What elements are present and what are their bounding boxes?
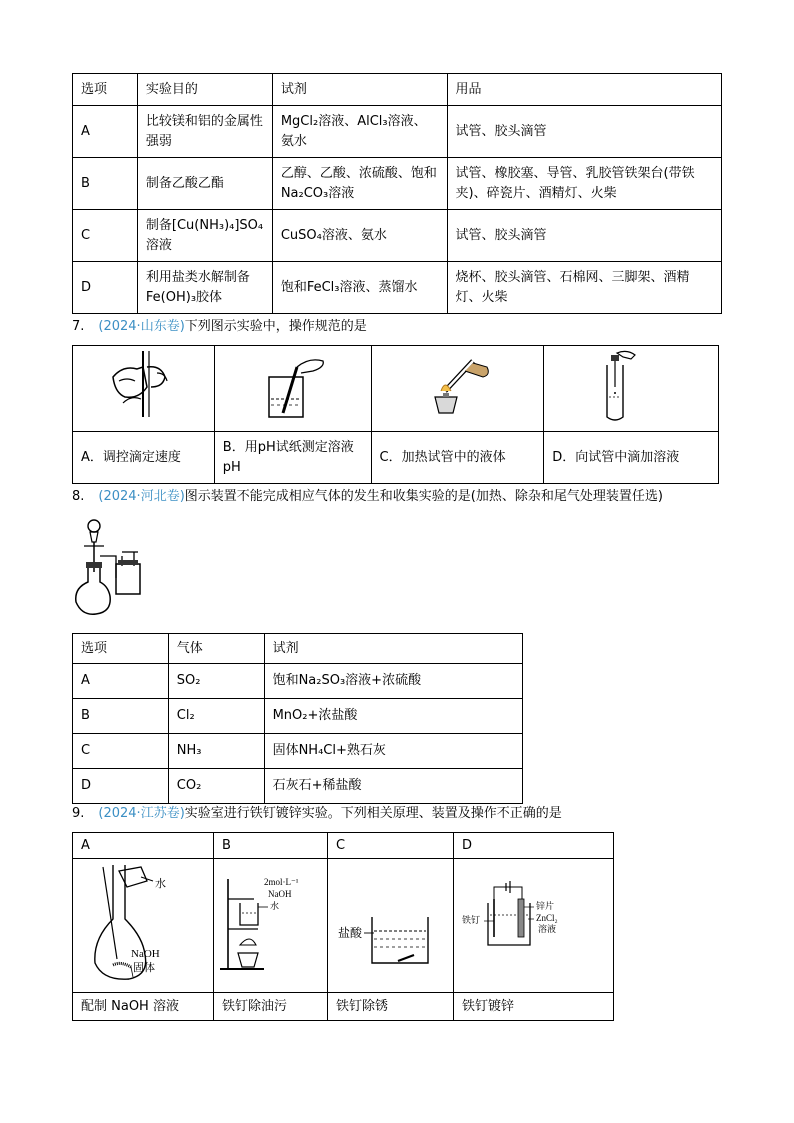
gas-cell: NH₃: [168, 734, 264, 769]
table-row: [73, 210, 722, 262]
table-header-row: [73, 634, 523, 664]
table-row: [73, 769, 523, 804]
q9-caption-row: [73, 993, 614, 1021]
option-cell: D: [73, 769, 169, 804]
question-8-stem: [72, 488, 663, 506]
question-text: 下列图示实验中，操作规范的是: [184, 319, 367, 334]
table-header-row: [73, 74, 722, 106]
gas-cell: CO₂: [168, 769, 264, 804]
caption-b: 铁钉除油污: [214, 993, 328, 1021]
figure-cell: [214, 346, 371, 432]
header-cell: 试剂: [272, 74, 447, 106]
reagent-cell: 固体NH₄Cl+熟石灰: [264, 734, 522, 769]
fig-label-solution: 溶液: [538, 924, 557, 934]
figure-cell: [544, 346, 719, 432]
purpose-cell: 制备[Cu(NH₃)₄]SO₄溶液: [137, 210, 272, 262]
figure-cell: [454, 859, 614, 993]
table-row: [73, 699, 523, 734]
question-text: 图示装置不能完成相应气体的发生和收集实验的是(加热、除杂和尾气处理装置任选): [184, 489, 663, 504]
reagent-cell: 石灰石+稀盐酸: [264, 769, 522, 804]
fig-label-water-b: 水: [270, 901, 280, 911]
beaker-stand-figure: [214, 859, 327, 985]
figure-cell: [73, 859, 214, 993]
header-cell: B: [214, 833, 328, 859]
gas-cell: SO₂: [168, 664, 264, 699]
option-cell: C: [73, 734, 169, 769]
option-cell: D: [73, 262, 138, 314]
header-cell: 试剂: [264, 634, 522, 664]
header-cell: D: [454, 833, 614, 859]
fig-label-nail: 铁钉: [462, 915, 481, 925]
acid-beaker-figure: [328, 859, 453, 985]
gas-apparatus-figure: [72, 516, 152, 616]
option-a: A．调控滴定速度: [73, 432, 215, 484]
q7-options-table: [72, 345, 719, 484]
option-cell: C: [73, 210, 138, 262]
header-cell: 选项: [73, 634, 169, 664]
option-b: B．用pH试纸测定溶液pH: [214, 432, 371, 484]
fig-label-naoh: NaOH: [131, 948, 160, 960]
reagent-table: [72, 73, 722, 314]
items-cell: 试管、胶头滴管: [447, 106, 721, 158]
items-cell: 烧杯、胶头滴管、石棉网、三脚架、酒精灯、火柴: [447, 262, 721, 314]
figure-cell: [214, 859, 328, 993]
fig-label-acid: 盐酸: [338, 926, 363, 940]
figure-cell: [328, 859, 454, 993]
table-row: [73, 106, 722, 158]
caption-d: 铁钉镀锌: [454, 993, 614, 1021]
items-cell: 试管、胶头滴管: [447, 210, 721, 262]
option-cell: B: [73, 699, 169, 734]
electroplating-figure: [454, 859, 613, 985]
q9-apparatus-table: [72, 832, 614, 1021]
table-row: [73, 664, 523, 699]
reagent-cell: 饱和Na₂SO₃溶液+浓硫酸: [264, 664, 522, 699]
purpose-cell: 比较镁和铝的金属性强弱: [137, 106, 272, 158]
question-7-stem: [72, 318, 367, 336]
header-cell: 选项: [73, 74, 138, 106]
caption-a: 配制 NaOH 溶液: [73, 993, 214, 1021]
option-cell: A: [73, 106, 138, 158]
fig-label-water: 水: [155, 878, 166, 890]
q9-figure-row: [73, 859, 614, 993]
option-d: D．向试管中滴加溶液: [544, 432, 719, 484]
fig-label-zncl2: ZnCl₂: [536, 913, 558, 923]
gas-cell: Cl₂: [168, 699, 264, 734]
question-number: 8.: [72, 489, 85, 504]
question-text: 实验室进行铁钉镀锌实验。下列相关原理、装置及操作不正确的是: [184, 806, 562, 821]
reagent-cell: 饱和FeCl₃溶液、蒸馏水: [272, 262, 447, 314]
header-cell: 实验目的: [137, 74, 272, 106]
reagent-cell: 乙醇、乙酸、浓硫酸、饱和Na₂CO₃溶液: [272, 158, 447, 210]
header-cell: C: [328, 833, 454, 859]
header-cell: 用品: [447, 74, 721, 106]
option-c: C．加热试管中的液体: [371, 432, 544, 484]
table-header-row: [73, 833, 614, 859]
reagent-cell: MnO₂+浓盐酸: [264, 699, 522, 734]
header-cell: 气体: [168, 634, 264, 664]
question-source: (2024·河北卷): [98, 489, 185, 504]
option-cell: A: [73, 664, 169, 699]
q8-gas-table: [72, 633, 523, 804]
reagent-cell: MgCl₂溶液、AlCl₃溶液、氨水: [272, 106, 447, 158]
question-source: (2024·江苏卷): [98, 806, 185, 821]
fig-label-conc: 2mol·L⁻¹: [264, 877, 299, 887]
reagent-cell: CuSO₄溶液、氨水: [272, 210, 447, 262]
fig-label-solid: 固体: [133, 962, 155, 974]
fig-label-zinc: 锌片: [536, 901, 555, 911]
purpose-cell: 制备乙酸乙酯: [137, 158, 272, 210]
ph-paper-beaker-figure: [253, 347, 333, 423]
caption-c: 铁钉除锈: [328, 993, 454, 1021]
table-row: [73, 734, 523, 769]
figure-cell: [73, 346, 215, 432]
fig-label-naoh-b: NaOH: [268, 889, 292, 899]
table-row: [73, 158, 722, 210]
option-cell: B: [73, 158, 138, 210]
q7-option-row: [73, 432, 719, 484]
figure-cell: [371, 346, 544, 432]
heating-test-tube-figure: [417, 347, 497, 423]
volumetric-flask-figure: [73, 859, 213, 985]
question-number: 7.: [72, 319, 85, 334]
items-cell: 试管、橡胶塞、导管、乳胶管铁架台(带铁夹)、碎瓷片、酒精灯、火柴: [447, 158, 721, 210]
dropper-test-tube-figure: [591, 347, 671, 423]
header-cell: A: [73, 833, 214, 859]
question-9-stem: [72, 805, 562, 823]
purpose-cell: 利用盐类水解制备Fe(OH)₃胶体: [137, 262, 272, 314]
table-row: [73, 262, 722, 314]
question-source: (2024·山东卷): [98, 319, 185, 334]
q7-figure-row: [73, 346, 719, 432]
question-number: 9.: [72, 806, 85, 821]
burette-hand-figure: [103, 347, 183, 423]
